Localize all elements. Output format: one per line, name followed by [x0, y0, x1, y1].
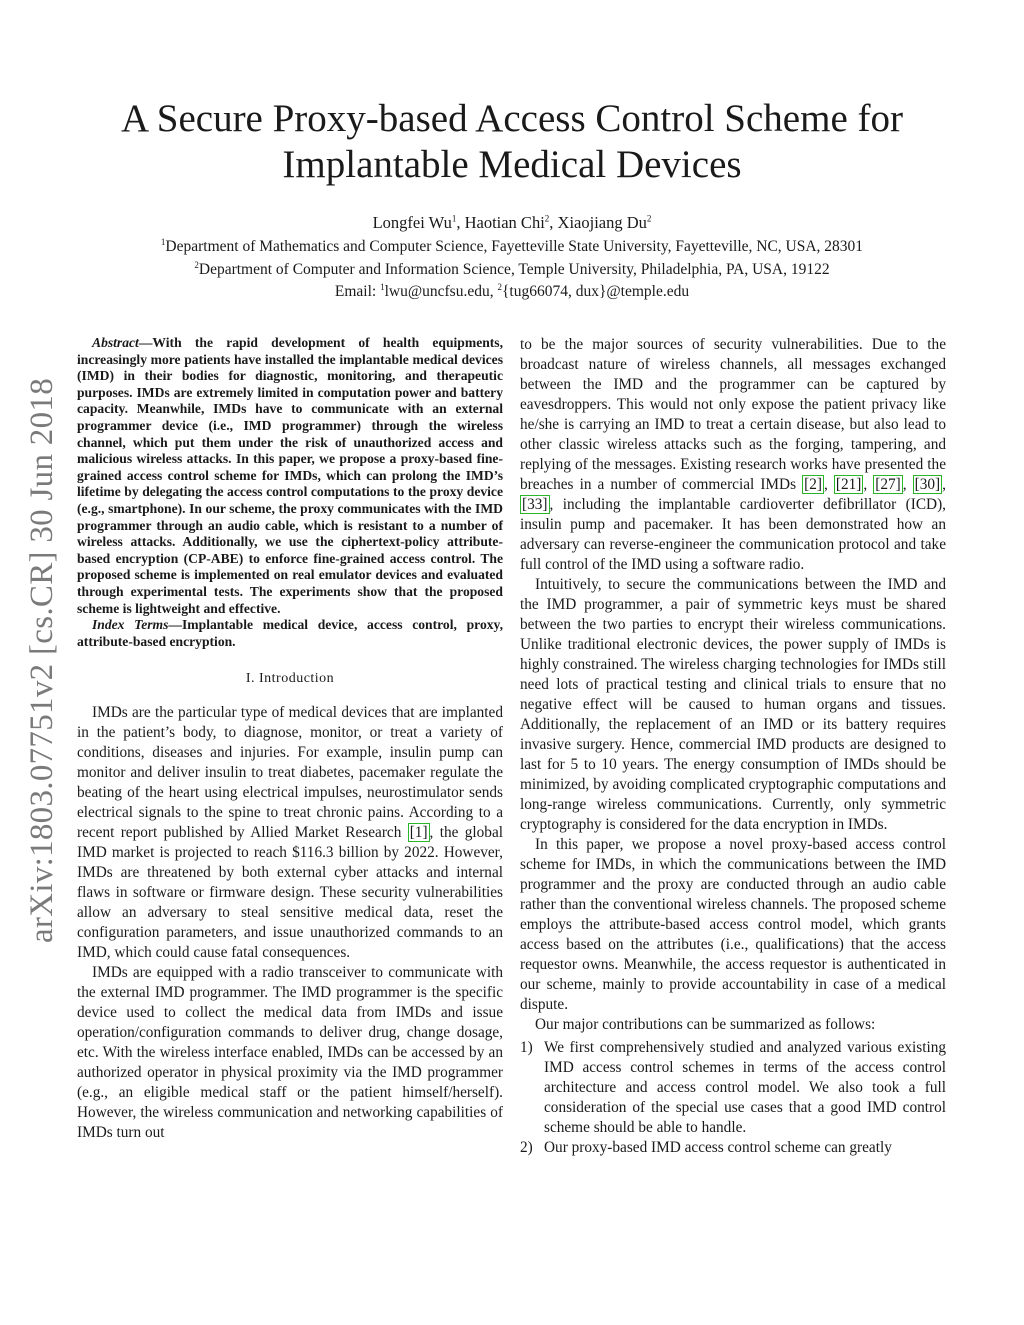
abstract-text: —With the rapid development of health equipments, increasingly more patients have installed the implantable medical devices (IMD) in their bodies for diagnostic, monitoring, and therapeutic purposes. IMDs are extremely limited in computation power and battery capacity. Meanwhile, IMDs have to communicate with an external programmer device (i.e., IMD programmer) through the wireless channel, which put them under the risk of unauthorized access and malicious wireless attacks. In this paper, we propose a proxy-based fine-grained access control scheme for IMDs, which can prolong the IMD’s lifetime by delegating the access control computations to the proxy device (e.g., smartphone). In our scheme, the proxy communicates with the IMD programmer through an audio cable, which is resistant to a number of wireless attacks. Additionally, we use the ciphertext-policy attribute-based encryption (CP-ABE) to enforce fine-grained access control. The proposed scheme is implemented on real emulator devices and evaluated through experimental tests. The experiments show that the proposed scheme is lightweight and effective.	[77, 335, 503, 616]
index-terms	[77, 617, 503, 650]
email-mark-2: 2	[497, 281, 502, 292]
affiliation-2	[0, 259, 1024, 281]
list-item-text: Our proxy-based IMD access control scheme can greatly	[544, 1139, 892, 1156]
email-address-2: {tug66074, dux}@temple.edu	[501, 283, 690, 300]
paragraph-text: , including the implantable cardioverter defibrillator (ICD), insulin pump and pacemaker. It has been demonstrated how an adversary can reverse-engineer the communication protocol and take full control of the IMD using a software radio.	[520, 496, 946, 573]
author-affiliation-mark: 2	[544, 213, 550, 224]
affiliation-text: Department of Mathematics and Computer Science, Fayetteville State University, Fayetteville, NC, USA, 28301	[165, 238, 864, 255]
paper-title-line-2: Implantable Medical Devices	[282, 143, 742, 186]
author-name: Haotian Chi	[464, 213, 545, 232]
intro-paragraph-2: IMDs are equipped with a radio transceiver to communicate with the external IMD programmer. The IMD programmer is the specific device used to collect the medical data from IMDs and issue operation/configuration commands to deliver drug, change dosage, etc. With the wireless interface enabled, IMDs can be accessed by an authorized operator in physical proximity via the IMD programmer (e.g., an eligible medical staff or the patient himself/herself). However, the wireless communication and networking capabilities of IMDs turn out	[77, 964, 503, 1142]
separator: ,	[902, 476, 913, 493]
email-address-1: lwu@uncfsu.edu,	[384, 283, 498, 300]
citation-link[interactable]: [27]	[875, 476, 901, 493]
intro-paragraph-2-continued	[520, 335, 946, 575]
separator: ,	[823, 476, 834, 493]
separator: ,	[863, 476, 874, 493]
citation-link[interactable]: [2]	[804, 476, 822, 493]
intro-paragraph-1	[77, 703, 503, 963]
separator: ,	[942, 476, 946, 493]
paper-title	[0, 96, 1024, 188]
intro-paragraph-3: Intuitively, to secure the communications between the IMD and the IMD programmer, a pair of symmetric keys must be shared between the two parties to encrypt their wireless communications. Unlike traditional electronic devices, the power supply of IMDs is highly constrained. The wireless charging technologies for IMDs still need lots of practical testing and clinical trials to ensure that no negative effect will be caused to human organs and tissues. Additionally, the replacement of an IMD or its battery requires invasive surgery. Hence, commercial IMD products are designed to last for 5 to 10 years. The energy consumption of IMDs should be minimized, by avoiding complicated cryptographic computations and long-range wireless communications. Currently, only symmetric cryptography is considered for the data encryption in IMDs.	[520, 576, 946, 833]
list-item-number: 2)	[520, 1139, 533, 1156]
paragraph-text: IMDs are the particular type of medical devices that are implanted in the patient’s body, to diagnose, monitor, or treat a variety of conditions, diseases and injuries. For example, insulin pump can monitor and deliver insulin to treat diabetes, pacemaker regulate the beating of the heart using electrical impulses, neurostimulator sends electrical signals to the spine to treat chronic pains. According to a recent report published by Allied Market Research	[77, 704, 503, 842]
paragraph-text: , the global IMD market is projected to reach $116.3 billion by 2022. However, IMDs are threatened by both external cyber attacks and internal flaws in software or firmware design. These security vulnerabilities allow an adversary to steal sensitive medical data, reset the configuration parameters, and issue unauthorized commands to an IMD, which could cause fatal consequences.	[77, 824, 503, 962]
paper-title-line-1: A Secure Proxy-based Access Control Scheme for	[121, 97, 903, 140]
author-list: Longfei Wu$^1$, Haotian Chi$^2$, Xiaojiang Du$^2$	[372, 213, 652, 232]
intro-paragraph-4: In this paper, we propose a novel proxy-based access control scheme for IMDs, in which the communications between the IMD programmer and the proxy are conducted through an audio cable rather than the conventional wireless channels. The proposed scheme employs the attribute-based access control model, which grants access based on the attributes (i.e., qualifications) that the access requestor owns. Meanwhile, the access requestor is authenticated in our scheme, mainly to provide accountability in case of a medical dispute.	[520, 836, 946, 1013]
left-column	[77, 335, 503, 1143]
index-terms-label: Index Terms	[92, 617, 169, 633]
author-name: Longfei Wu	[372, 213, 452, 232]
author-name: Xiaojiang Du	[557, 213, 647, 232]
right-column	[520, 335, 946, 1158]
citation-link[interactable]: [33]	[522, 496, 548, 513]
citation-link[interactable]: [1]	[409, 824, 428, 842]
arxiv-identifier: arXiv:1803.07751v2 [cs.CR] 30 Jun 2018	[24, 377, 61, 943]
author-affiliation-mark: 2	[646, 213, 652, 224]
affiliation-mark: 1	[160, 236, 166, 247]
abstract	[77, 335, 503, 617]
citation-link[interactable]: [30]	[914, 476, 941, 493]
intro-paragraph-5: Our major contributions can be summarized as follows:	[535, 1016, 876, 1033]
list-item-text: We first comprehensively studied and analyzed various existing IMD access control schemes in terms of the access control architecture and access control model. We also took a full consideration of the special use cases that a good IMD control scheme should be able to handle.	[544, 1039, 946, 1136]
author-affiliation-mark: 1	[451, 213, 457, 224]
citation-link[interactable]: [21]	[835, 476, 862, 493]
section-heading-introduction: I. Introduction	[245, 671, 335, 687]
affiliation-text: Department of Computer and Information Science, Temple University, Philadelphia, PA, USA, 19122	[198, 261, 830, 278]
email-label: Email:	[334, 283, 381, 300]
contributions-list	[520, 1038, 946, 1158]
list-item-number: 1)	[520, 1039, 533, 1056]
paragraph-text: to be the major sources of security vulnerabilities. Due to the broadcast nature of wireless channels, all messages exchanged between the IMD and the programmer can be captured by eavesdroppers. This would not only expose the patient privacy like he/she is carrying an IMD to treat a certain disease, but also lead to other classic wireless attacks such as the forging, tampering, and replying of the messages. Existing research works have presented the breaches in a number of commercial IMDs	[520, 336, 946, 493]
abstract-label: Abstract	[92, 335, 139, 350]
affiliation-mark: 2	[194, 259, 199, 270]
email-mark-1: 1	[380, 281, 385, 292]
affiliation-1	[0, 236, 1024, 258]
list-item	[520, 1138, 946, 1158]
email-line	[0, 281, 1024, 303]
index-terms-text: —Implantable medical device, access control, proxy, attribute-based encryption.	[77, 617, 503, 649]
arxiv-sidebar-stamp	[16, 350, 70, 970]
list-item	[520, 1038, 946, 1138]
